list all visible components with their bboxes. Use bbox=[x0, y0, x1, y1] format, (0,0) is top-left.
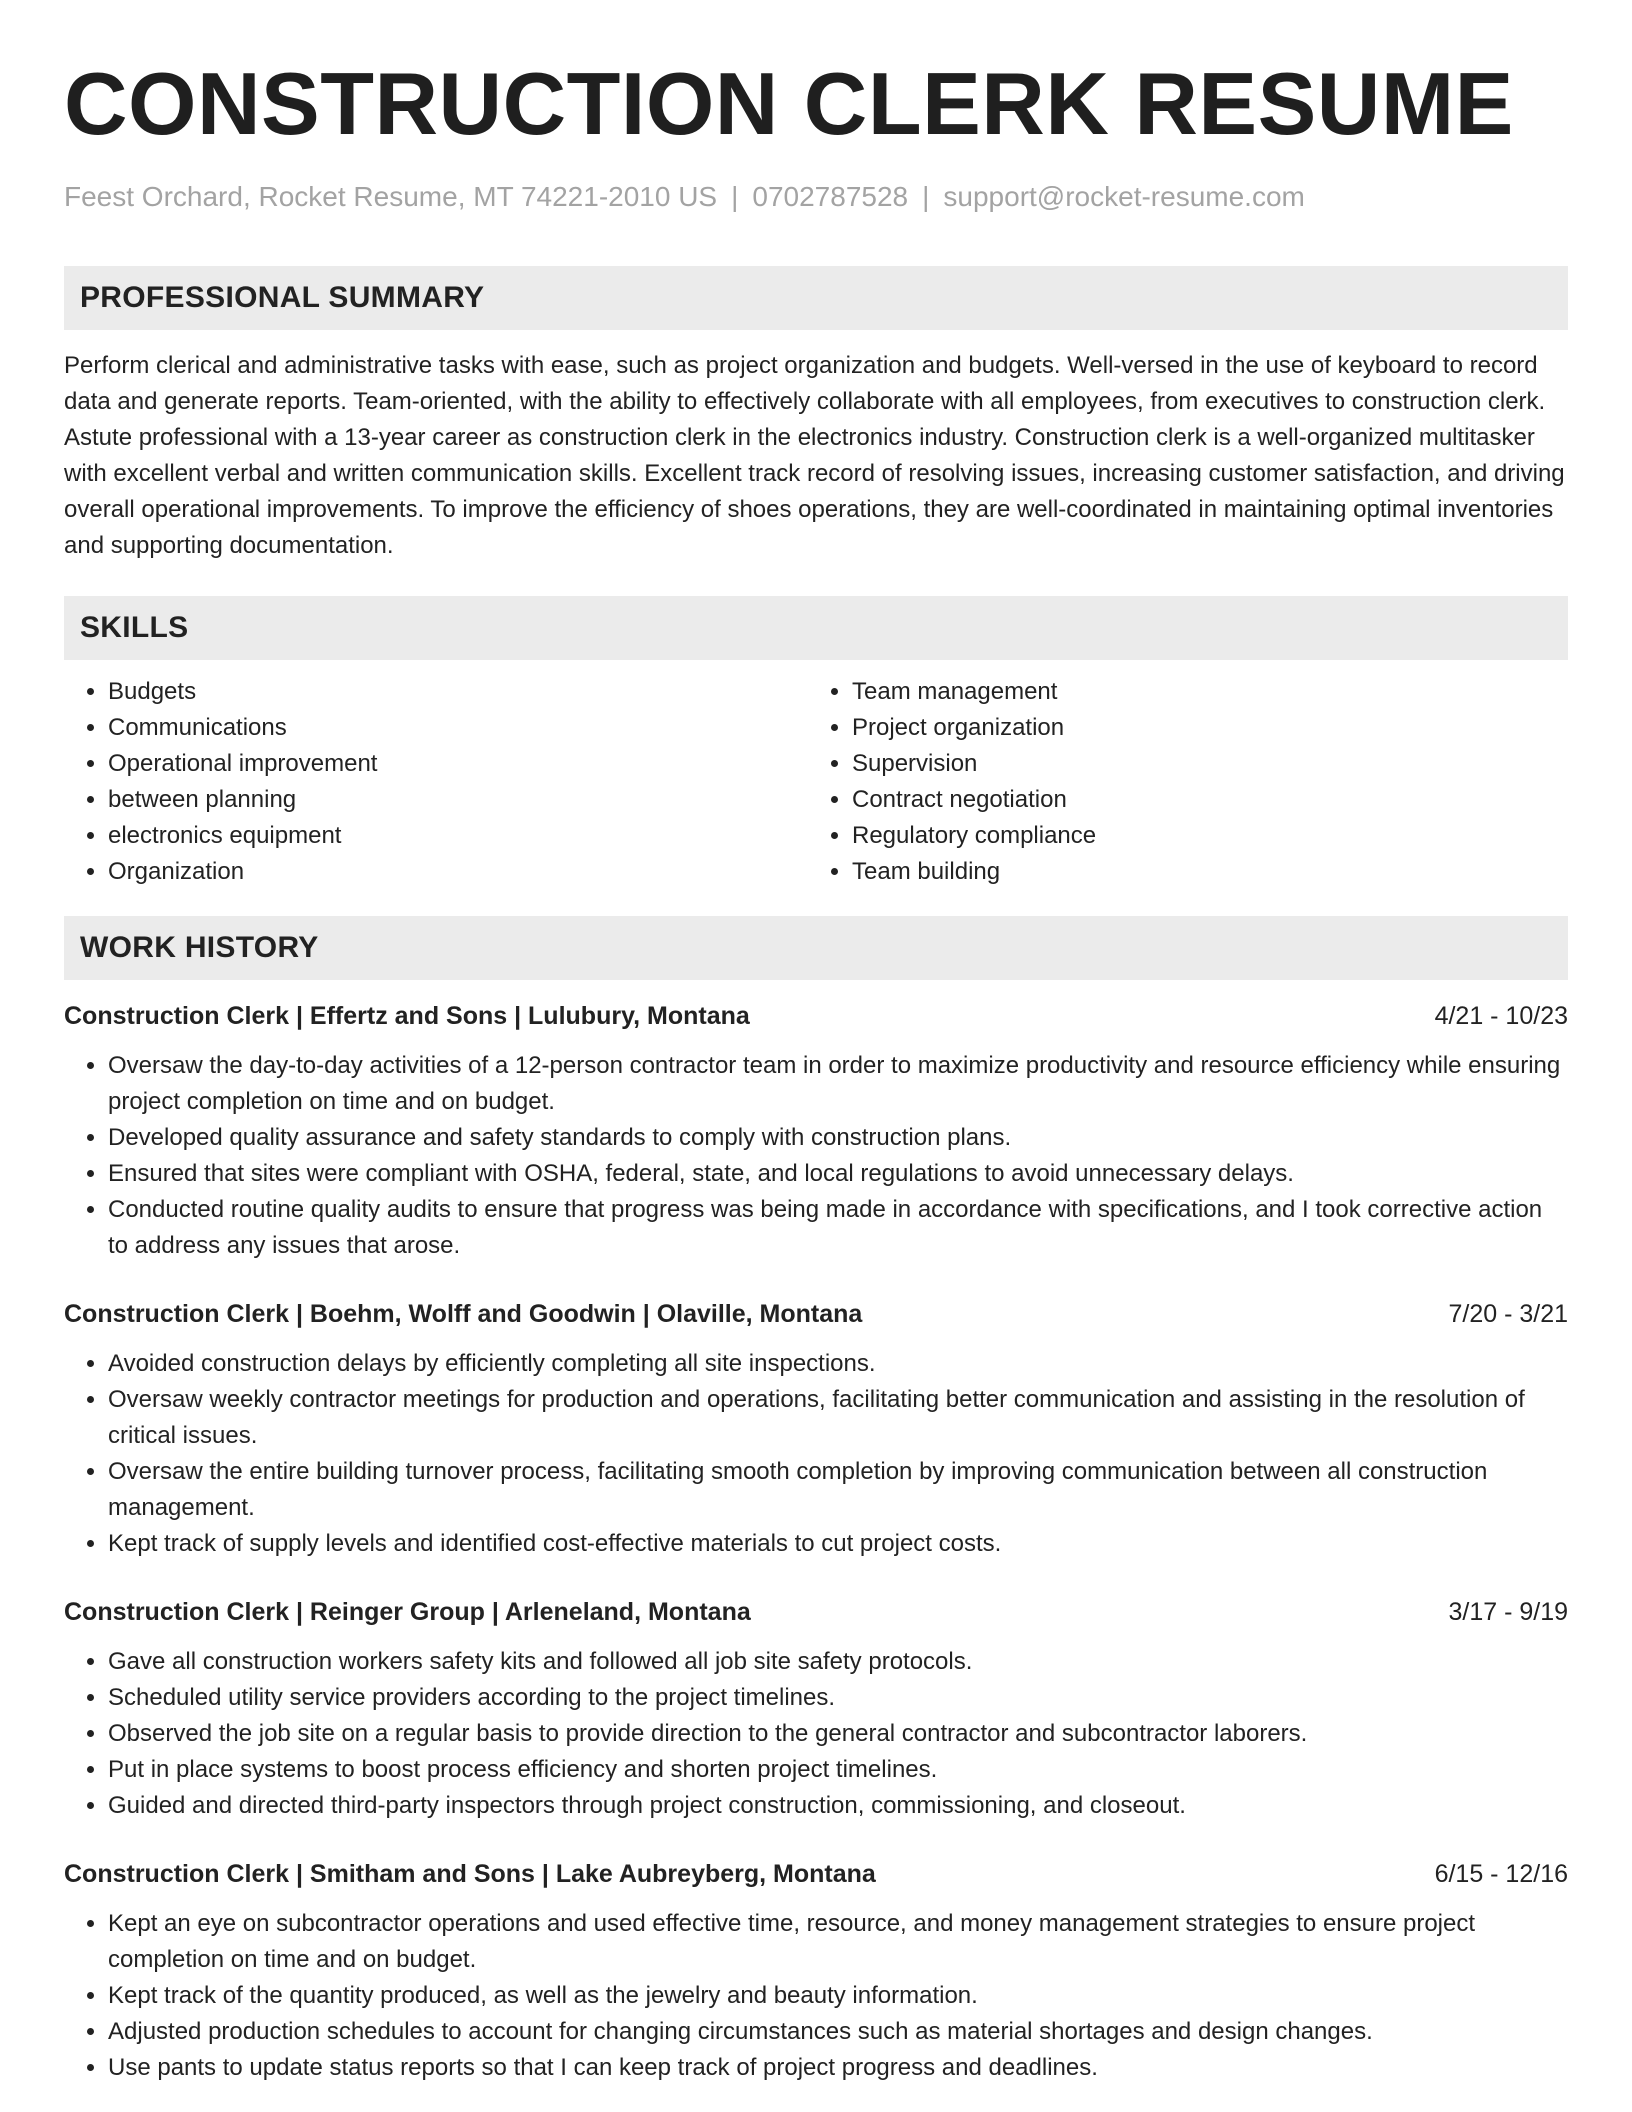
skill-item: • Operational improvement bbox=[108, 746, 808, 782]
job-entry bbox=[64, 1296, 1568, 1562]
skill-item: • Team building bbox=[852, 854, 1552, 890]
job-bullet: • Scheduled utility service providers according to the project timelines. bbox=[108, 1680, 1568, 1716]
job-bullets bbox=[64, 1048, 1568, 1264]
job-bullet: • Oversaw the entire building turnover process, facilitating smooth completion by improving communication between all construction management. bbox=[108, 1454, 1568, 1526]
contact-phone: 0702787528 bbox=[752, 181, 909, 212]
job-header bbox=[64, 998, 1568, 1034]
job-bullet: • Oversaw weekly contractor meetings for production and operations, facilitating better communication and assisting in the resolution of critical issues. bbox=[108, 1382, 1568, 1454]
skill-item: • Communications bbox=[108, 710, 808, 746]
job-dates: 3/17 - 9/19 bbox=[1448, 1598, 1568, 1626]
job-bullet: • Ensured that sites were compliant with OSHA, federal, state, and local regulations to avoid unnecessary delays. bbox=[108, 1156, 1568, 1192]
contact-separator: | bbox=[731, 181, 739, 212]
job-bullet: • Avoided construction delays by efficiently completing all site inspections. bbox=[108, 1346, 1568, 1382]
job-bullet: • Adjusted production schedules to account for changing circumstances such as material shortages and design changes. bbox=[108, 2014, 1568, 2050]
contact-email: support@rocket-resume.com bbox=[943, 181, 1305, 212]
job-title: Construction Clerk | Effertz and Sons | Lulubury, Montana bbox=[64, 1002, 750, 1030]
job-dates: 7/20 - 3/21 bbox=[1448, 1300, 1568, 1328]
job-bullet: • Put in place systems to boost process efficiency and shorten project timelines. bbox=[108, 1752, 1568, 1788]
job-title: Construction Clerk | Reinger Group | Arleneland, Montana bbox=[64, 1598, 751, 1626]
job-bullet: • Conducted routine quality audits to ensure that progress was being made in accordance with specifications, and I took corrective action to address any issues that arose. bbox=[108, 1192, 1568, 1264]
job-bullet: • Kept track of supply levels and identified cost-effective materials to cut project costs. bbox=[108, 1526, 1568, 1562]
job-bullet: • Kept an eye on subcontractor operations and used effective time, resource, and money management strategies to ensure project completion on time and on budget. bbox=[108, 1906, 1568, 1978]
skill-item: • electronics equipment bbox=[108, 818, 808, 854]
job-bullet: • Use pants to update status reports so that I can keep track of project progress and deadlines. bbox=[108, 2050, 1568, 2086]
skill-item: • Project organization bbox=[852, 710, 1552, 746]
job-bullet: • Oversaw the day-to-day activities of a 12-person contractor team in order to maximize productivity and resource efficiency while ensuring project completion on time and on budget. bbox=[108, 1048, 1568, 1120]
skill-item: • between planning bbox=[108, 782, 808, 818]
job-entry bbox=[64, 1594, 1568, 1824]
job-title: Construction Clerk | Boehm, Wolff and Goodwin | Olaville, Montana bbox=[64, 1300, 863, 1328]
skill-item: • Team management bbox=[852, 674, 1552, 710]
skills-column-left bbox=[64, 674, 808, 890]
skill-item: • Organization bbox=[108, 854, 808, 890]
contact-address: Feest Orchard, Rocket Resume, MT 74221-2010 US bbox=[64, 181, 718, 212]
job-bullets bbox=[64, 1644, 1568, 1824]
skill-item: • Regulatory compliance bbox=[852, 818, 1552, 854]
skills-column-right bbox=[808, 674, 1552, 890]
job-title: Construction Clerk | Smitham and Sons | Lake Aubreyberg, Montana bbox=[64, 1860, 876, 1888]
job-bullet: • Developed quality assurance and safety standards to comply with construction plans. bbox=[108, 1120, 1568, 1156]
section-heading-summary: PROFESSIONAL SUMMARY bbox=[64, 266, 1568, 330]
skill-item: • Budgets bbox=[108, 674, 808, 710]
job-bullets bbox=[64, 1906, 1568, 2086]
job-bullet: • Kept track of the quantity produced, as well as the jewelry and beauty information. bbox=[108, 1978, 1568, 2014]
contact-separator: | bbox=[922, 181, 930, 212]
job-entry bbox=[64, 998, 1568, 1264]
job-header bbox=[64, 1856, 1568, 1892]
skills-list bbox=[64, 674, 1568, 890]
job-bullets bbox=[64, 1346, 1568, 1562]
section-heading-work-history: WORK HISTORY bbox=[64, 916, 1568, 980]
job-dates: 6/15 - 12/16 bbox=[1434, 1860, 1568, 1888]
skill-item: • Supervision bbox=[852, 746, 1552, 782]
job-bullet: • Observed the job site on a regular basis to provide direction to the general contractor and subcontractor laborers. bbox=[108, 1716, 1568, 1752]
summary-text: Perform clerical and administrative tasks with ease, such as project organization and budgets. Well-versed in the use of keyboard to record data and generate reports. Team-oriented, with the ability to effectively collaborate with all employees, from executives to construction clerk. Astute professional with a 13-year career as construction clerk in the electronics industry. Construction clerk is a well-organized multitasker with excellent verbal and written communication skills. Excellent track record of resolving issues, increasing customer satisfaction, and driving overall operational improvements. To improve the efficiency of shoes operations, they are well-coordinated in maintaining optimal inventories and supporting documentation. bbox=[64, 352, 1565, 559]
skill-item: • Contract negotiation bbox=[852, 782, 1552, 818]
resume-title: CONSTRUCTION CLERK RESUME bbox=[64, 54, 1514, 153]
job-bullet: • Gave all construction workers safety kits and followed all job site safety protocols. bbox=[108, 1644, 1568, 1680]
contact-line bbox=[64, 180, 1568, 214]
job-entry bbox=[64, 1856, 1568, 2086]
job-bullet: • Guided and directed third-party inspectors through project construction, commissioning, and closeout. bbox=[108, 1788, 1568, 1824]
job-dates: 4/21 - 10/23 bbox=[1434, 1002, 1568, 1030]
section-heading-skills: SKILLS bbox=[64, 596, 1568, 660]
job-header bbox=[64, 1594, 1568, 1630]
job-header bbox=[64, 1296, 1568, 1332]
